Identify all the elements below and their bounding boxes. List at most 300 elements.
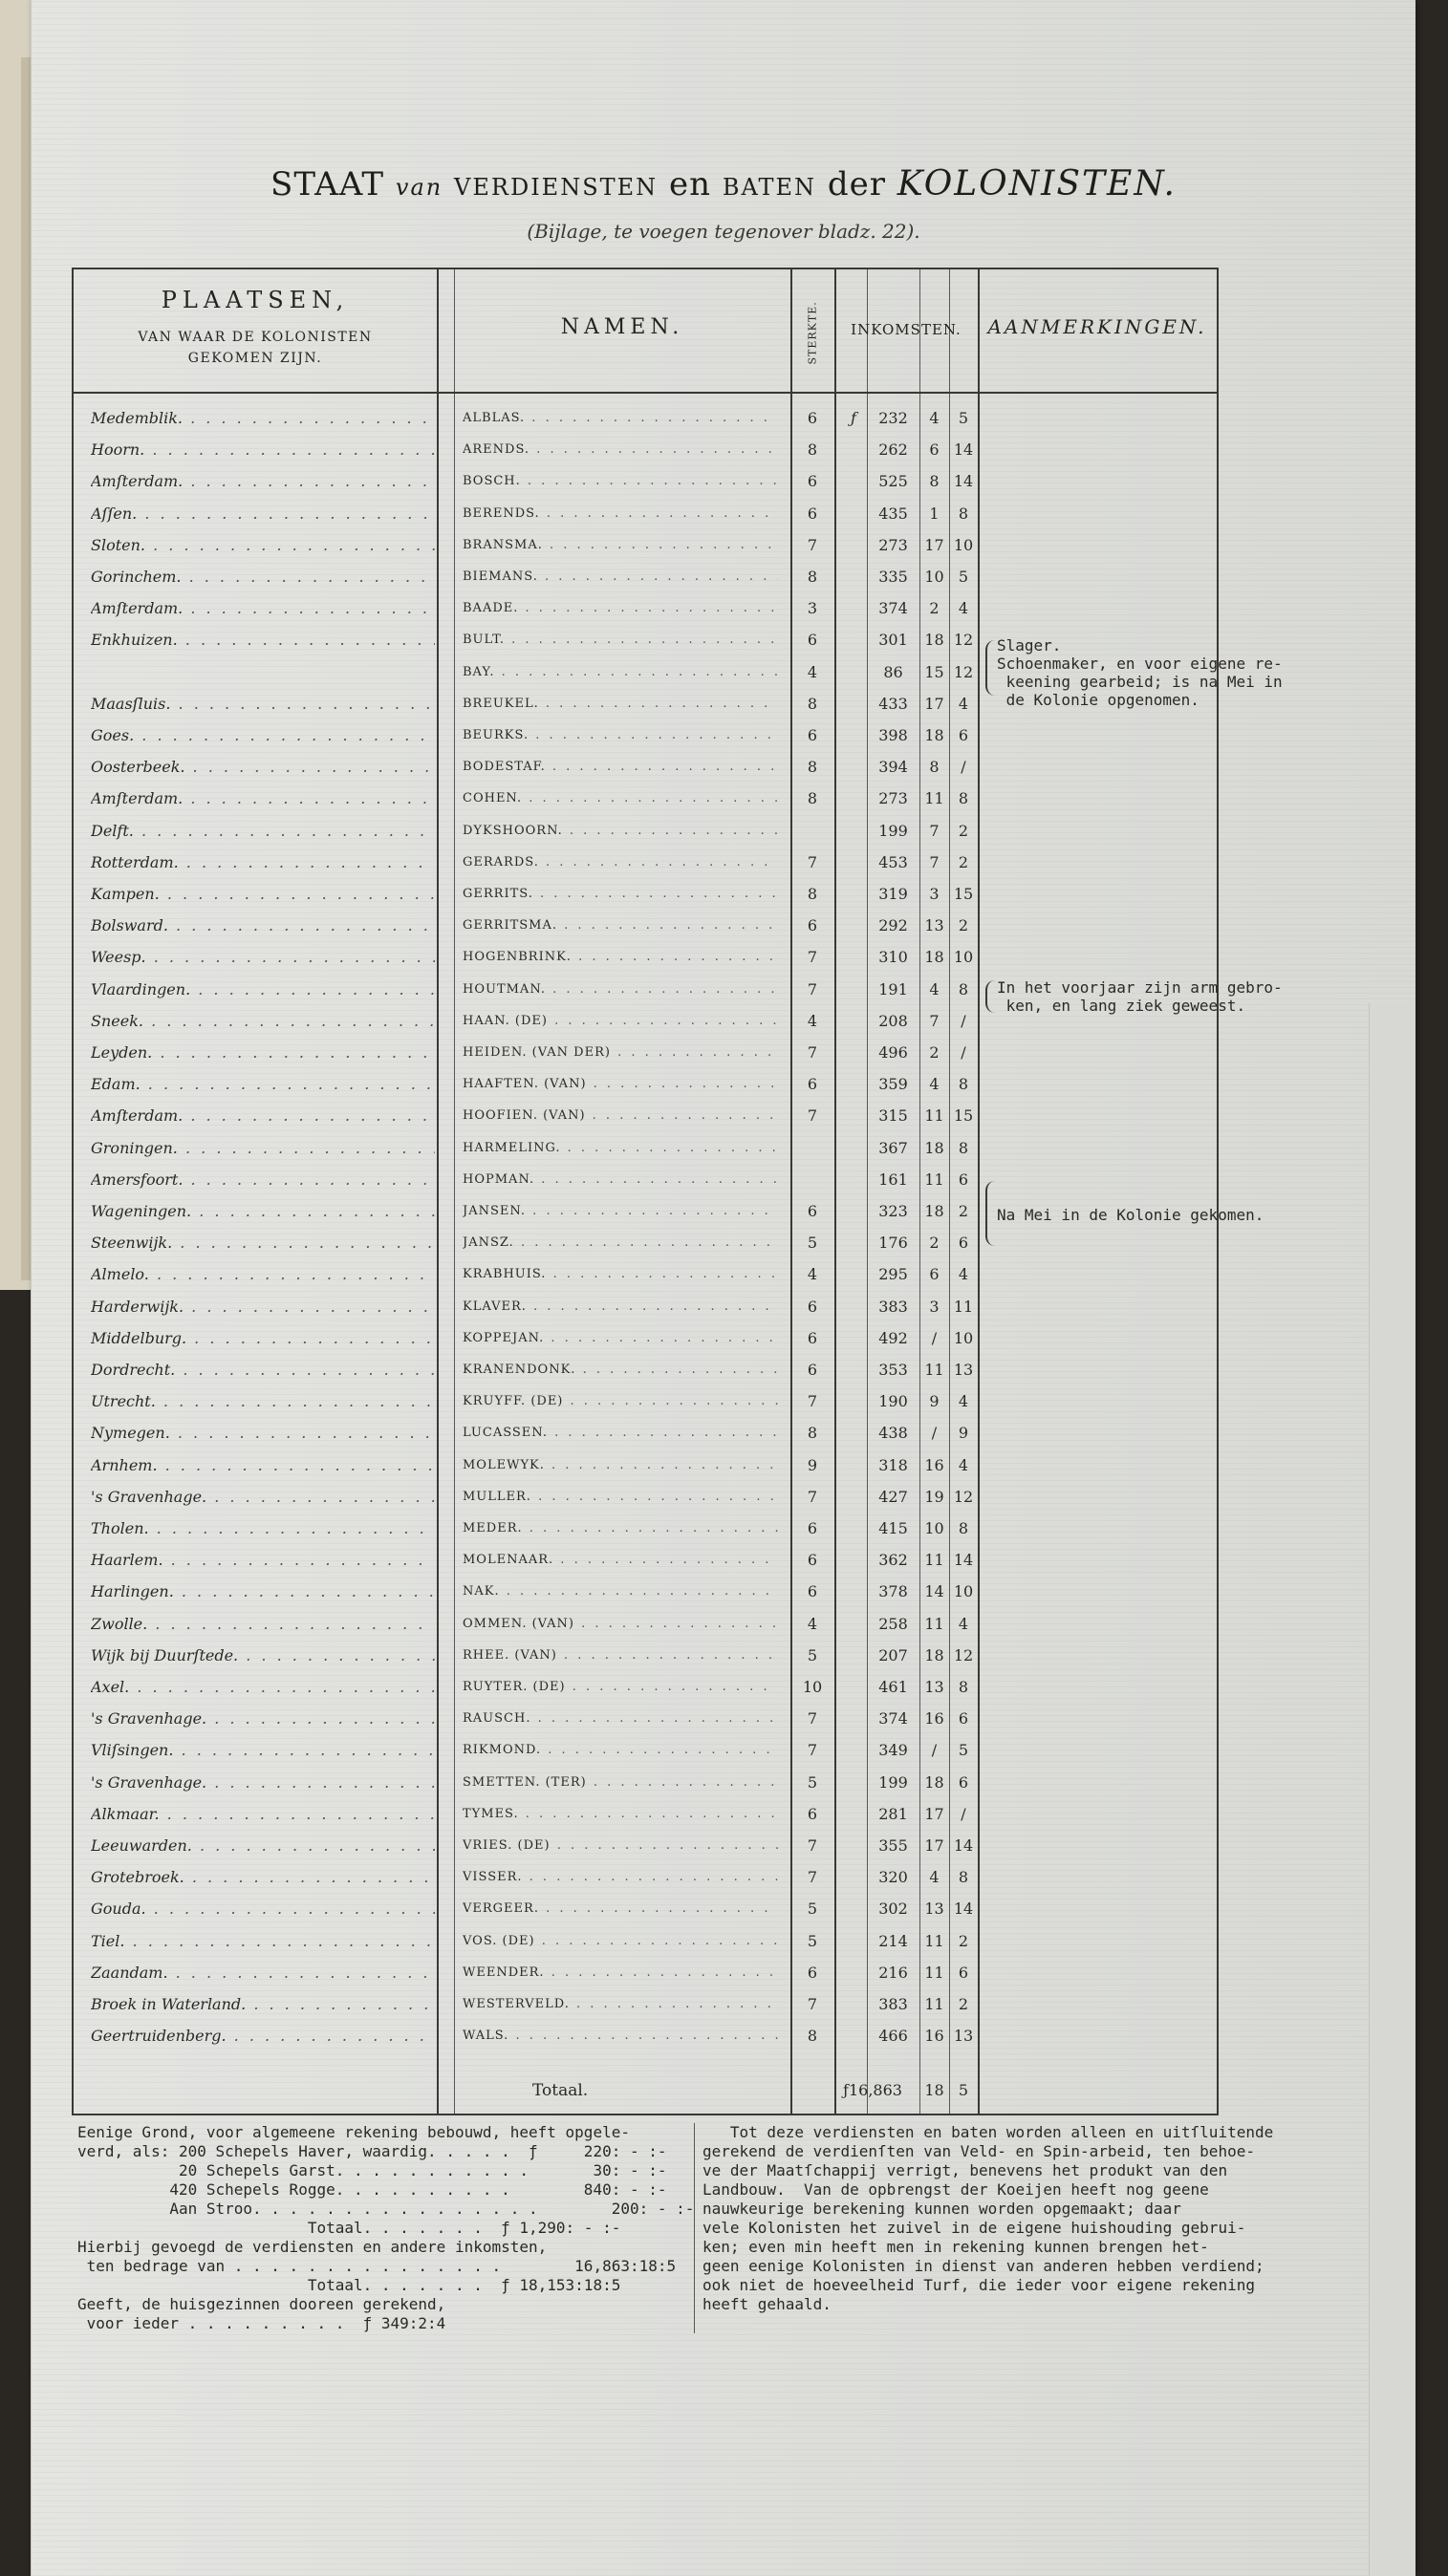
sterkte-cell: 7 bbox=[807, 1995, 818, 2013]
name-cell: HAAFTEN. (VAN) . . . bbox=[463, 1077, 778, 1091]
sterkte-cell: 8 bbox=[807, 885, 818, 903]
sterkte-cell: 6 bbox=[807, 1551, 818, 1570]
name-cell: LUCASSEN. . . . bbox=[463, 1426, 778, 1440]
name-cell: NAK. . . . bbox=[463, 1584, 778, 1599]
document-title bbox=[32, 164, 1416, 204]
footer-divider bbox=[694, 2123, 695, 2333]
sterkte-cell: 7 bbox=[807, 535, 818, 554]
penningen-cell: 12 bbox=[953, 1645, 974, 1664]
sterkte-cell: 6 bbox=[807, 726, 818, 744]
stuivers-cell: 14 bbox=[924, 1582, 944, 1601]
penningen-cell: 6 bbox=[958, 1772, 969, 1792]
guilders-cell: 214 bbox=[878, 1931, 908, 1950]
place-cell: Leyden. . . . bbox=[91, 1043, 435, 1062]
place-cell: Enkhuizen. . . . bbox=[91, 631, 435, 649]
header-rule bbox=[74, 392, 1217, 394]
stuivers-cell: 18 bbox=[924, 1772, 944, 1792]
name-cell: MOLEWYK. . . . bbox=[463, 1458, 778, 1472]
table-row bbox=[74, 1133, 1217, 1165]
table-row bbox=[74, 1292, 1217, 1323]
place-cell: Rotterdam. . . . bbox=[91, 853, 435, 871]
name-cell: HARMELING. . . . bbox=[463, 1141, 778, 1155]
table-row bbox=[74, 784, 1217, 815]
penningen-cell: / bbox=[961, 1011, 966, 1030]
sterkte-cell: 4 bbox=[807, 1011, 818, 1030]
stuivers-cell: 18 bbox=[924, 1202, 944, 1220]
stuivers-cell: 17 bbox=[924, 694, 944, 713]
table-row bbox=[74, 403, 1217, 435]
place-cell: Gouda. . . . bbox=[91, 1900, 435, 1918]
penningen-cell: 5 bbox=[958, 409, 969, 427]
name-cell: COHEN. . . . bbox=[463, 791, 778, 805]
sterkte-cell: 6 bbox=[807, 1361, 818, 1379]
name-cell: BEURKS. . . . bbox=[463, 728, 778, 742]
place-cell: 's Gravenhage. . . . bbox=[91, 1488, 435, 1506]
sterkte-cell: 7 bbox=[807, 1836, 818, 1855]
place-cell: Haarlem. . . . bbox=[91, 1551, 435, 1569]
guilders-cell: 208 bbox=[878, 1011, 908, 1030]
table-row bbox=[74, 1831, 1217, 1862]
guilders-cell: 359 bbox=[878, 1075, 908, 1094]
guilders-cell: 301 bbox=[878, 631, 908, 650]
stuivers-cell: 17 bbox=[924, 1804, 944, 1823]
total-stuivers: 18 bbox=[924, 2081, 944, 2099]
table-row bbox=[74, 1513, 1217, 1545]
name-cell: BULT. . . . bbox=[463, 633, 778, 647]
total-label: Totaal. bbox=[532, 2081, 589, 2100]
name-cell: HOGENBRINK. . . . bbox=[463, 950, 778, 964]
guilders-cell: 199 bbox=[878, 1772, 908, 1792]
name-cell: MEDER. . . . bbox=[463, 1521, 778, 1535]
table-row bbox=[74, 942, 1217, 974]
place-cell: Groningen. . . . bbox=[91, 1139, 435, 1157]
place-cell: Maasſluis. . . . bbox=[91, 695, 435, 713]
guilders-cell: 492 bbox=[878, 1328, 908, 1347]
sterkte-cell: 3 bbox=[807, 599, 818, 618]
guilders-cell: 466 bbox=[878, 2027, 908, 2046]
place-cell: Vliſsingen. . . . bbox=[91, 1741, 435, 1759]
penningen-cell: 12 bbox=[953, 631, 974, 650]
penningen-cell: 6 bbox=[958, 726, 969, 744]
place-cell: Aſſen. . . . bbox=[91, 504, 435, 523]
name-cell: KLAVER. . . . bbox=[463, 1299, 778, 1314]
penningen-cell: 13 bbox=[953, 2027, 974, 2046]
penningen-cell: 14 bbox=[953, 1900, 974, 1919]
penningen-cell: 5 bbox=[958, 568, 969, 586]
stuivers-cell: 18 bbox=[924, 948, 944, 967]
name-cell: VRIES. (DE) . . . bbox=[463, 1838, 778, 1853]
total-row bbox=[74, 2075, 1217, 2110]
penningen-cell: 14 bbox=[953, 440, 974, 460]
sterkte-cell: 7 bbox=[807, 1392, 818, 1411]
table-row bbox=[74, 2021, 1217, 2052]
penningen-cell: 8 bbox=[958, 1138, 969, 1157]
stuivers-cell: 13 bbox=[924, 916, 944, 935]
remark-na-mei: Na Mei in de Kolonie gekomen. bbox=[997, 1206, 1264, 1224]
penningen-cell: 14 bbox=[953, 1836, 974, 1855]
guilders-cell: 319 bbox=[878, 885, 908, 903]
stuivers-cell: 11 bbox=[924, 1106, 944, 1126]
guilders-cell: 398 bbox=[878, 726, 908, 744]
table-row bbox=[74, 1641, 1217, 1672]
title-word: STAAT bbox=[270, 165, 385, 204]
table-row bbox=[74, 1069, 1217, 1101]
sterkte-cell: 5 bbox=[807, 1772, 818, 1792]
currency-sign: ƒ bbox=[851, 409, 856, 427]
stuivers-cell: 11 bbox=[924, 1963, 944, 1982]
name-cell: BAY. . . . bbox=[463, 665, 778, 679]
name-cell: MOLENAAR. . . . bbox=[463, 1553, 778, 1567]
place-cell: Nymegen. . . . bbox=[91, 1424, 435, 1442]
name-cell: HOUTMAN. . . . bbox=[463, 982, 778, 997]
table-row bbox=[74, 435, 1217, 466]
penningen-cell: 8 bbox=[958, 1075, 969, 1094]
table-row bbox=[74, 1862, 1217, 1894]
remark-brace bbox=[985, 980, 995, 1013]
place-cell: Sneek. . . . bbox=[91, 1012, 435, 1030]
stuivers-cell: 2 bbox=[929, 1043, 940, 1062]
name-cell: OMMEN. (VAN) . . . bbox=[463, 1617, 778, 1631]
place-cell: Sloten. . . . bbox=[91, 536, 435, 554]
place-cell: Leeuwarden. . . . bbox=[91, 1836, 435, 1855]
stuivers-cell: 2 bbox=[929, 1234, 940, 1253]
sterkte-cell: 6 bbox=[807, 1582, 818, 1601]
remark-arm: In het voorjaar zijn arm gebro- ken, en lang ziek geweest. bbox=[997, 978, 1283, 1015]
guilders-cell: 496 bbox=[878, 1043, 908, 1062]
sterkte-cell: 6 bbox=[807, 472, 818, 491]
penningen-cell: 8 bbox=[958, 504, 969, 523]
place-cell: Weesp. . . . bbox=[91, 948, 435, 966]
sterkte-cell: 6 bbox=[807, 1202, 818, 1220]
penningen-cell: 6 bbox=[958, 1170, 969, 1189]
guilders-cell: 353 bbox=[878, 1361, 908, 1379]
penningen-cell: 8 bbox=[958, 1868, 969, 1887]
penningen-cell: 11 bbox=[953, 1297, 974, 1316]
guilders-cell: 438 bbox=[878, 1424, 908, 1443]
sterkte-cell: 6 bbox=[807, 1804, 818, 1823]
header-plaatsen-sub: VAN WAAR DE KOLONISTEN GEKOMEN ZIJN. bbox=[138, 330, 373, 366]
stuivers-cell: 19 bbox=[924, 1487, 944, 1506]
name-cell: BAADE. . . . bbox=[463, 601, 778, 615]
stuivers-cell: 11 bbox=[924, 1170, 944, 1189]
name-cell: VOS. (DE) . . . bbox=[463, 1934, 778, 1948]
name-cell: BERENDS. . . . bbox=[463, 506, 778, 521]
sterkte-cell: 8 bbox=[807, 694, 818, 713]
table-row bbox=[74, 1545, 1217, 1577]
penningen-cell: 2 bbox=[958, 1995, 969, 2013]
document-subtitle: (Bijlage, te voegen tegenover bladz. 22). bbox=[527, 220, 920, 243]
name-cell: RAUSCH. . . . bbox=[463, 1711, 778, 1726]
place-cell: Amersfoort. . . . bbox=[91, 1170, 435, 1189]
sterkte-cell: 6 bbox=[807, 1075, 818, 1094]
sterkte-cell: 6 bbox=[807, 1963, 818, 1982]
name-cell: BIEMANS. . . . bbox=[463, 569, 778, 584]
place-cell: Zaandam. . . . bbox=[91, 1964, 435, 1982]
header-plaatsen: PLAATSEN, bbox=[161, 287, 350, 313]
guilders-cell: 383 bbox=[878, 1995, 908, 2013]
sterkte-cell: 9 bbox=[807, 1455, 818, 1474]
name-cell: HOOFIEN. (VAN) . . . bbox=[463, 1108, 778, 1123]
table-row bbox=[74, 816, 1217, 848]
penningen-cell: 2 bbox=[958, 821, 969, 840]
guilders-cell: 190 bbox=[878, 1392, 908, 1411]
stuivers-cell: 11 bbox=[924, 1614, 944, 1633]
place-cell: Steenwijk. . . . bbox=[91, 1234, 435, 1252]
stuivers-cell: 4 bbox=[929, 1868, 940, 1887]
sterkte-cell: 8 bbox=[807, 1424, 818, 1443]
place-cell: Almelo. . . . bbox=[91, 1265, 435, 1283]
table-row bbox=[74, 1735, 1217, 1767]
place-cell: Utrecht. . . . bbox=[91, 1392, 435, 1410]
penningen-cell: 2 bbox=[958, 852, 969, 871]
penningen-cell: 4 bbox=[958, 1455, 969, 1474]
sterkte-cell: 7 bbox=[807, 852, 818, 871]
total-penningen: 5 bbox=[958, 2081, 969, 2099]
table-row bbox=[74, 911, 1217, 942]
stuivers-cell: 1 bbox=[929, 504, 940, 523]
name-cell: RUYTER. (DE) . . . bbox=[463, 1680, 778, 1694]
place-cell: Dordrecht. . . . bbox=[91, 1361, 435, 1379]
guilders-cell: 258 bbox=[878, 1614, 908, 1633]
place-cell: 's Gravenhage. . . . bbox=[91, 1709, 435, 1728]
document-sheet bbox=[31, 0, 1416, 2576]
stuivers-cell: 16 bbox=[924, 2027, 944, 2046]
table-row bbox=[74, 1609, 1217, 1641]
table-row bbox=[74, 593, 1217, 625]
stuivers-cell: 4 bbox=[929, 979, 940, 998]
place-cell: Amſterdam. . . . bbox=[91, 789, 435, 807]
place-cell: Gorinchem. . . . bbox=[91, 568, 435, 586]
guilders-cell: 394 bbox=[878, 758, 908, 777]
guilders-cell: 323 bbox=[878, 1202, 908, 1220]
guilders-cell: 295 bbox=[878, 1265, 908, 1284]
penningen-cell: 4 bbox=[958, 1392, 969, 1411]
table-row bbox=[74, 1355, 1217, 1386]
name-cell: BOSCH. . . . bbox=[463, 474, 778, 488]
guilders-cell: 262 bbox=[878, 440, 908, 460]
penningen-cell: / bbox=[961, 1043, 966, 1062]
guilders-cell: 461 bbox=[878, 1678, 908, 1696]
table-row bbox=[74, 1482, 1217, 1513]
table-row bbox=[74, 1165, 1217, 1196]
sterkte-cell: 5 bbox=[807, 1931, 818, 1950]
table-row bbox=[74, 848, 1217, 879]
penningen-cell: 4 bbox=[958, 694, 969, 713]
stuivers-cell: 7 bbox=[929, 821, 940, 840]
name-cell: BRANSMA. . . . bbox=[463, 538, 778, 552]
guilders-cell: 378 bbox=[878, 1582, 908, 1601]
guilders-cell: 273 bbox=[878, 789, 908, 808]
table-row bbox=[74, 720, 1217, 752]
sterkte-cell: 7 bbox=[807, 1043, 818, 1062]
name-cell: JANSZ. . . . bbox=[463, 1235, 778, 1250]
stuivers-cell: 17 bbox=[924, 1836, 944, 1855]
place-cell: Bolsward. . . . bbox=[91, 916, 435, 934]
sterkte-cell: 7 bbox=[807, 1741, 818, 1760]
place-cell: Edam. . . . bbox=[91, 1075, 435, 1093]
stuivers-cell: 13 bbox=[924, 1678, 944, 1696]
sterkte-cell: 7 bbox=[807, 948, 818, 967]
table-row bbox=[74, 1926, 1217, 1958]
stuivers-cell: 18 bbox=[924, 1645, 944, 1664]
name-cell: HOPMAN. . . . bbox=[463, 1172, 778, 1187]
guilders-cell: 415 bbox=[878, 1519, 908, 1537]
penningen-cell: 6 bbox=[958, 1963, 969, 1982]
guilders-cell: 427 bbox=[878, 1487, 908, 1506]
sterkte-cell: 4 bbox=[807, 662, 818, 681]
remark-brace bbox=[985, 1181, 995, 1246]
penningen-cell: 8 bbox=[958, 1678, 969, 1696]
table-row bbox=[74, 1894, 1217, 1925]
sterkte-cell: 4 bbox=[807, 1614, 818, 1633]
title-word: der bbox=[827, 165, 886, 204]
name-cell: BODESTAF. . . . bbox=[463, 760, 778, 774]
title-word: KOLONISTEN. bbox=[897, 164, 1177, 204]
guilders-cell: 367 bbox=[878, 1138, 908, 1157]
place-cell: Wageningen. . . . bbox=[91, 1202, 435, 1220]
sterkte-cell: 6 bbox=[807, 916, 818, 935]
sterkte-cell: 6 bbox=[807, 409, 818, 427]
name-cell: KRANENDONK. . . . bbox=[463, 1363, 778, 1377]
header-inkomsten: INKOMSTEN. bbox=[851, 321, 962, 338]
name-cell: MULLER. . . . bbox=[463, 1490, 778, 1504]
stuivers-cell: 11 bbox=[924, 1361, 944, 1379]
name-cell: DYKSHOORN. . . . bbox=[463, 824, 778, 838]
stuivers-cell: / bbox=[931, 1741, 938, 1760]
sterkte-cell: 7 bbox=[807, 1868, 818, 1887]
sterkte-cell: 7 bbox=[807, 1487, 818, 1506]
penningen-cell: 15 bbox=[953, 885, 974, 903]
guilders-cell: 433 bbox=[878, 694, 908, 713]
name-cell: ALBLAS. . . . bbox=[463, 411, 778, 425]
stuivers-cell: 6 bbox=[929, 440, 940, 460]
stuivers-cell: 7 bbox=[929, 852, 940, 871]
total-guilders: ƒ16,863 bbox=[843, 2081, 902, 2099]
name-cell: SMETTEN. (TER) . . . bbox=[463, 1775, 778, 1790]
stuivers-cell: 8 bbox=[929, 758, 940, 777]
sterkte-cell: 8 bbox=[807, 758, 818, 777]
penningen-cell: 8 bbox=[958, 1519, 969, 1537]
guilders-cell: 435 bbox=[878, 504, 908, 523]
penningen-cell: 13 bbox=[953, 1361, 974, 1379]
place-cell: Arnhem. . . . bbox=[91, 1456, 435, 1474]
penningen-cell: 14 bbox=[953, 472, 974, 491]
header-aanmerkingen: AANMERKINGEN. bbox=[987, 315, 1207, 338]
table-row bbox=[74, 1038, 1217, 1069]
ledger-table bbox=[72, 268, 1283, 2115]
name-cell: GERRITSMA. . . . bbox=[463, 918, 778, 933]
stuivers-cell: 11 bbox=[924, 1551, 944, 1570]
place-cell: Delft. . . . bbox=[91, 822, 435, 840]
guilders-cell: 335 bbox=[878, 568, 908, 586]
guilders-cell: 207 bbox=[878, 1645, 908, 1664]
guilders-cell: 315 bbox=[878, 1106, 908, 1126]
name-cell: VERGEER. . . . bbox=[463, 1901, 778, 1916]
table-row bbox=[74, 1386, 1217, 1418]
name-cell: KRABHUIS. . . . bbox=[463, 1267, 778, 1281]
table-row bbox=[74, 1577, 1217, 1608]
guilders-cell: 232 bbox=[878, 409, 908, 427]
table-row bbox=[74, 1450, 1217, 1482]
penningen-cell: 2 bbox=[958, 1931, 969, 1950]
name-cell: JANSEN. . . . bbox=[463, 1204, 778, 1218]
table-row bbox=[74, 1799, 1217, 1831]
stuivers-cell: 4 bbox=[929, 1075, 940, 1094]
stuivers-cell: 10 bbox=[924, 568, 944, 586]
penningen-cell: 10 bbox=[953, 535, 974, 554]
place-cell: Harlingen. . . . bbox=[91, 1582, 435, 1600]
title-word: VERDIENSTEN bbox=[454, 174, 659, 201]
guilders-cell: 86 bbox=[883, 662, 903, 681]
name-cell: WALS. . . . bbox=[463, 2029, 778, 2043]
stuivers-cell: 18 bbox=[924, 631, 944, 650]
table-row bbox=[74, 530, 1217, 562]
name-cell: GERARDS. . . . bbox=[463, 855, 778, 869]
table-row bbox=[74, 1672, 1217, 1704]
place-cell: Vlaardingen. . . . bbox=[91, 980, 435, 998]
guilders-cell: 525 bbox=[878, 472, 908, 491]
name-cell: TYMES. . . . bbox=[463, 1807, 778, 1821]
guilders-cell: 374 bbox=[878, 1709, 908, 1728]
stuivers-cell: 17 bbox=[924, 535, 944, 554]
table-row bbox=[74, 1323, 1217, 1355]
guilders-cell: 191 bbox=[878, 979, 908, 998]
guilders-cell: 302 bbox=[878, 1900, 908, 1919]
stuivers-cell: 15 bbox=[924, 662, 944, 681]
name-cell: WESTERVELD. . . . bbox=[463, 1997, 778, 2011]
guilders-cell: 355 bbox=[878, 1836, 908, 1855]
place-cell: Wijk bij Duurſtede. . . . bbox=[91, 1646, 435, 1664]
penningen-cell: 8 bbox=[958, 979, 969, 998]
sterkte-cell: 4 bbox=[807, 1265, 818, 1284]
sterkte-cell: 8 bbox=[807, 568, 818, 586]
name-cell: RHEE. (VAN) . . . bbox=[463, 1648, 778, 1663]
name-cell: HEIDEN. (VAN DER) . . . bbox=[463, 1045, 778, 1060]
sterkte-cell: 10 bbox=[802, 1678, 823, 1696]
penningen-cell: 2 bbox=[958, 1202, 969, 1220]
guilders-cell: 292 bbox=[878, 916, 908, 935]
name-cell: BREUKEL. . . . bbox=[463, 697, 778, 711]
stuivers-cell: 10 bbox=[924, 1519, 944, 1537]
table-row bbox=[74, 1228, 1217, 1259]
penningen-cell: 2 bbox=[958, 916, 969, 935]
stuivers-cell: 8 bbox=[929, 472, 940, 491]
sterkte-cell: 7 bbox=[807, 1709, 818, 1728]
table-row bbox=[74, 1989, 1217, 2021]
place-cell: 's Gravenhage. . . . bbox=[91, 1773, 435, 1792]
place-cell: Axel. . . . bbox=[91, 1678, 435, 1696]
stuivers-cell: 13 bbox=[924, 1900, 944, 1919]
name-cell: ARENDS. . . . bbox=[463, 442, 778, 457]
table-row bbox=[74, 879, 1217, 911]
penningen-cell: 9 bbox=[958, 1424, 969, 1443]
name-cell: GERRITS. . . . bbox=[463, 887, 778, 901]
stuivers-cell: 18 bbox=[924, 726, 944, 744]
place-cell: Middelburg. . . . bbox=[91, 1329, 435, 1347]
penningen-cell: 10 bbox=[953, 948, 974, 967]
place-cell: Zwolle. . . . bbox=[91, 1615, 435, 1633]
sterkte-cell: 6 bbox=[807, 1519, 818, 1537]
sterkte-cell: 6 bbox=[807, 504, 818, 523]
name-cell: KOPPEJAN. . . . bbox=[463, 1331, 778, 1345]
folded-flap bbox=[1369, 1003, 1416, 2576]
guilders-cell: 199 bbox=[878, 821, 908, 840]
header-sterkte: STERKTE. bbox=[806, 301, 819, 365]
stuivers-cell: / bbox=[931, 1424, 938, 1443]
place-cell: Amſterdam. . . . bbox=[91, 472, 435, 490]
table-row bbox=[74, 562, 1217, 593]
stuivers-cell: 2 bbox=[929, 599, 940, 618]
